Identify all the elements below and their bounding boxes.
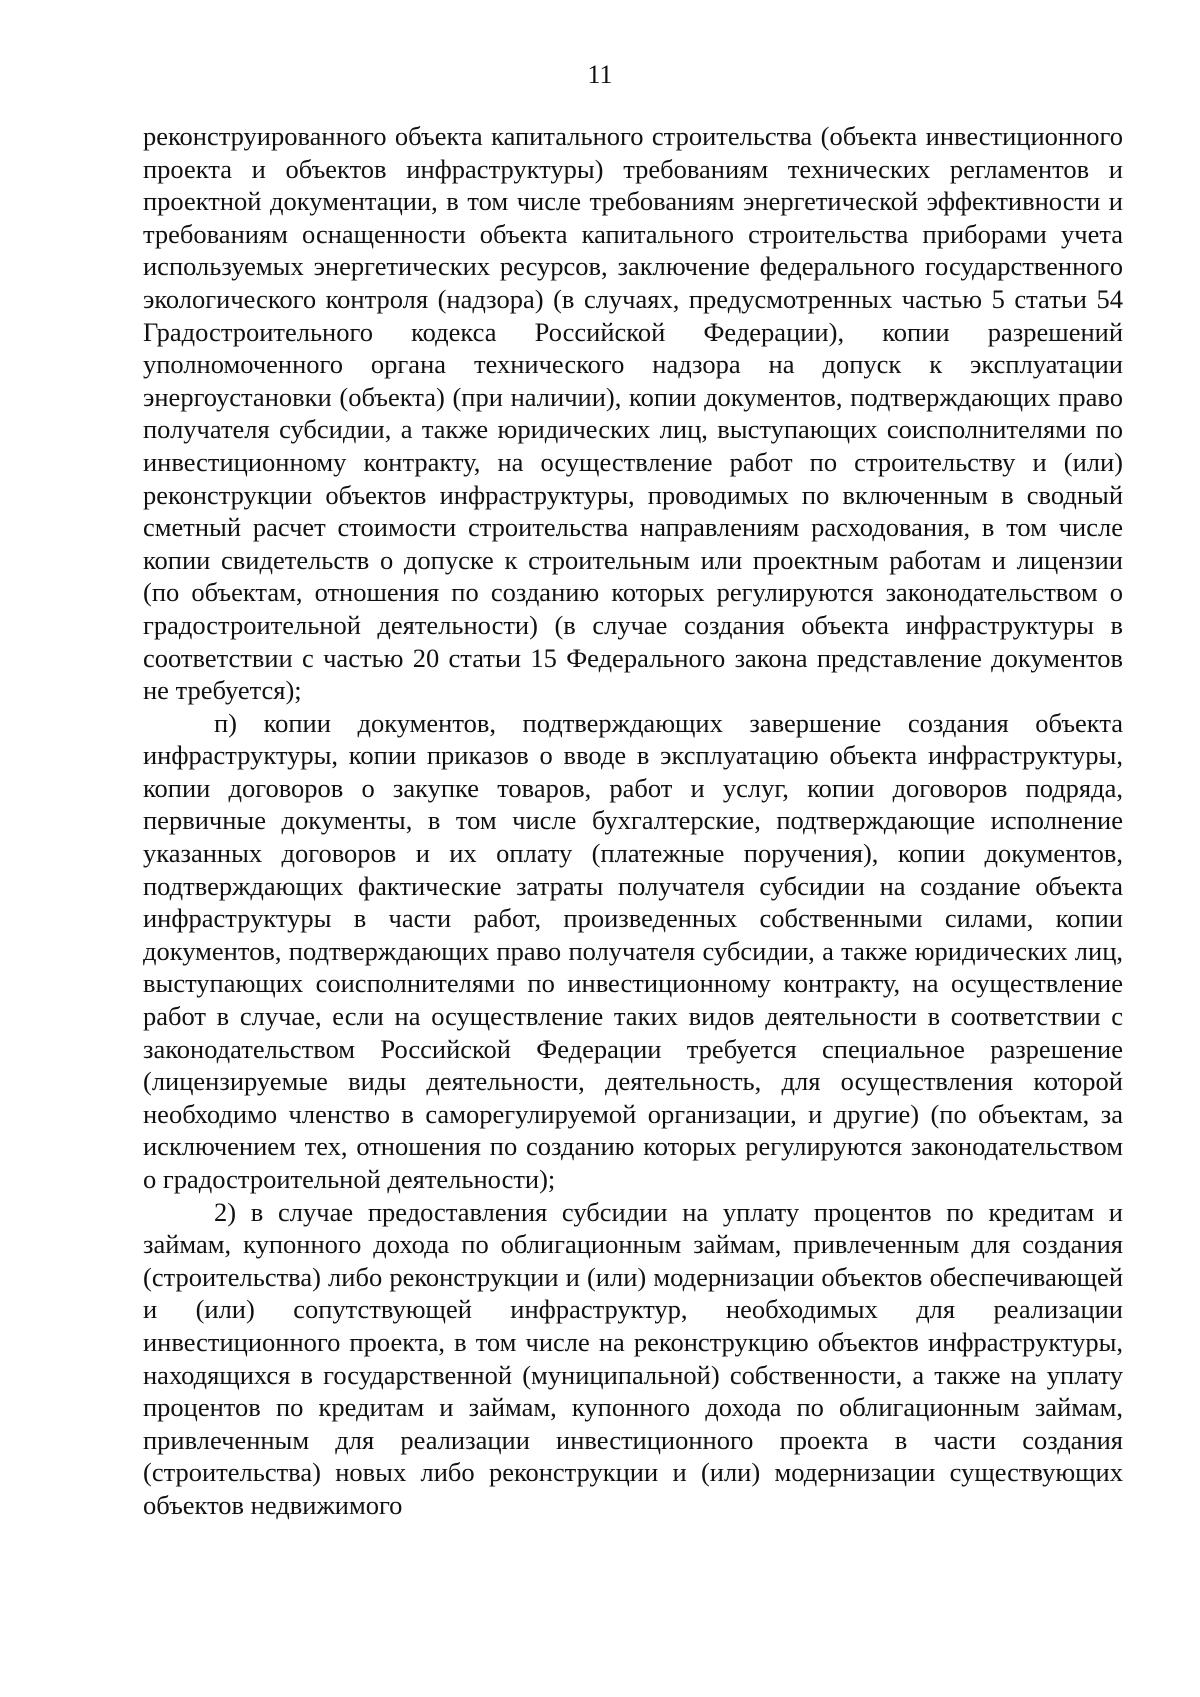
document-body [143, 120, 1123, 1522]
page-number: 11 [587, 60, 613, 89]
paragraph-continuation: реконструированного объекта капитального строительства (объекта инвестиционного проекта и объектов инфраструктуры) требованиям технических регламентов и проектной документации, в том числе требованиям энергетической эффективности и требованиям оснащенности объекта капитального строительства приборами учета используемых энергетических ресурсов, заключение федерального государственного экологического контроля (надзора) (в случаях, предусмотренных частью 5 статьи 54 Градостроительного кодекса Российской Федерации), копии разрешений уполномоченного органа технического надзора на допуск к эксплуатации энергоустановки (объекта) (при наличии), копии документов, подтверждающих право получателя субсидии, а также юридических лиц, выступающих соисполнителями по инвестиционному контракту, на осуществление работ по строительству и (или) реконструкции объектов инфраструктуры, проводимых по включенным в сводный сметный расчет стоимости строительства направлениям расходования, в том числе копии свидетельств о допуске к строительным или проектным работам и лицензии (по объектам, отношения по созданию которых регулируются законодательством о градостроительной деятельности) (в случае создания объекта инфраструктуры в соответствии с частью 20 статьи 15 Федерального закона представление документов не требуется); [143, 121, 1123, 706]
paragraph-item-p: п) копии документов, подтверждающих завершение создания объекта инфраструктуры, копии приказов о вводе в эксплуатацию объекта инфраструктуры, копии договоров о закупке товаров, работ и услуг, копии договоров подряда, первичные документы, в том числе бухгалтерские, подтверждающие исполнение указанных договоров и их оплату (платежные поручения), копии документов, подтверждающих фактические затраты получателя субсидии на создание объекта инфраструктуры в части работ, произведенных собственными силами, копии документов, подтверждающих право получателя субсидии, а также юридических лиц, выступающих соисполнителями по инвестиционному контракту, на осуществление работ в случае, если на осуществление таких видов деятельности в соответствии с законодательством Российской Федерации требуется специальное разрешение (лицензируемые виды деятельности, деятельность, для осуществления которой необходимо членство в саморегулируемой организации, и другие) (по объектам, за исключением тех, отношения по созданию которых регулируются законодательством о градостроительной деятельности); [143, 707, 1123, 1194]
paragraph-item-2: 2) в случае предоставления субсидии на уплату процентов по кредитам и займам, купонного дохода по облигационным займам, привлеченным для создания (строительства) либо реконструкции и (или) модернизации объектов обеспечивающей и (или) сопутствующей инфраструктур, необходимых для реализации инвестиционного проекта, в том числе на реконструкцию объектов инфраструктуры, находящихся в государственной (муниципальной) собственности, а также на уплату процентов по кредитам и займам, купонного дохода по облигационным займам, привлеченным для реализации инвестиционного проекта в части создания (строительства) новых либо реконструкции и (или) модернизации существующих объектов недвижимого [143, 1196, 1123, 1520]
